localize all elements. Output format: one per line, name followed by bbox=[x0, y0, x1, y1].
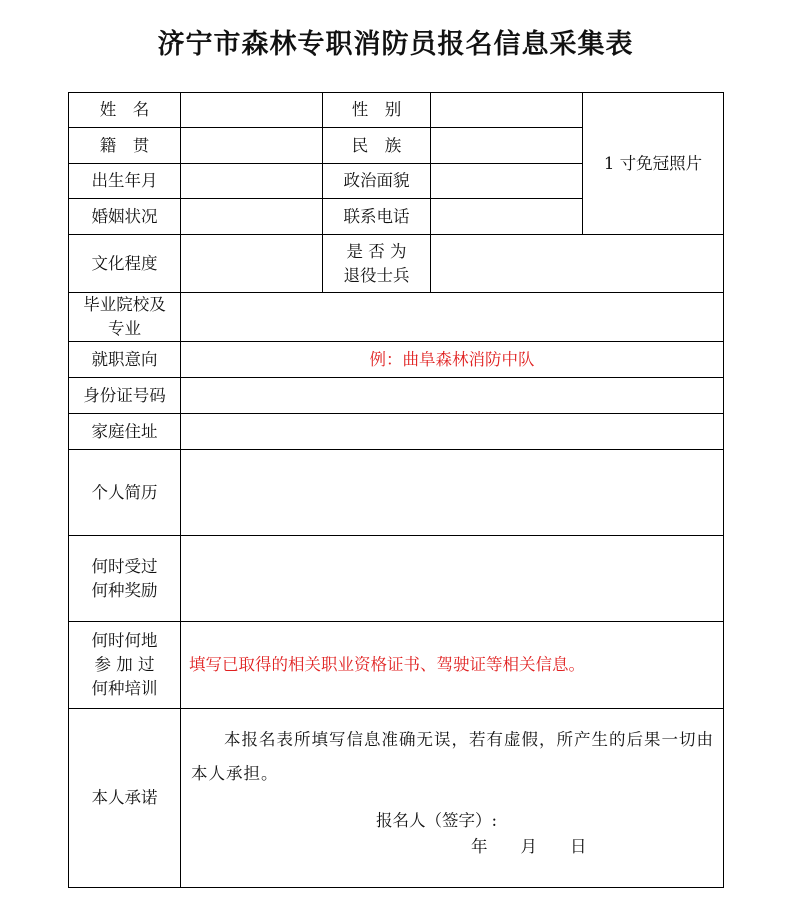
label-intention bbox=[68, 341, 181, 378]
date-line[interactable]: 年 月 日 bbox=[471, 837, 587, 856]
label-training-line1: 何时何地 bbox=[91, 631, 158, 650]
label-ethnic bbox=[322, 127, 431, 164]
label-idcard bbox=[68, 377, 181, 414]
label-phone bbox=[322, 198, 431, 235]
pledge-box bbox=[180, 708, 724, 888]
label-school-line1: 毕业院校及 bbox=[83, 295, 166, 314]
label-address bbox=[68, 413, 181, 450]
resume-field[interactable] bbox=[180, 449, 724, 536]
label-gender bbox=[322, 92, 431, 128]
label-marital bbox=[68, 198, 181, 235]
ethnic-field[interactable] bbox=[430, 127, 583, 164]
label-veteran bbox=[322, 234, 431, 293]
label-birth-text: 出生年月 bbox=[91, 171, 158, 190]
label-idcard-text: 身份证号码 bbox=[83, 385, 166, 405]
label-awards-line1: 何时受过 bbox=[91, 556, 158, 576]
label-training bbox=[68, 621, 181, 709]
marital-field[interactable] bbox=[180, 198, 323, 235]
label-training-line3: 何种培训 bbox=[91, 679, 158, 698]
school-field[interactable] bbox=[180, 292, 724, 342]
label-training-line2: 参 加 过 bbox=[94, 655, 155, 674]
intention-example: 例：曲阜森林消防中队 bbox=[369, 349, 535, 369]
photo-label: 1 寸免冠照片 bbox=[603, 153, 703, 173]
awards-field[interactable] bbox=[180, 535, 724, 622]
pledge-text: 本报名表所填写信息准确无误，若有虚假，所产生的后果一切由本人承担。 bbox=[191, 730, 714, 783]
label-political-text: 政治面貌 bbox=[343, 171, 410, 190]
phone-field[interactable] bbox=[430, 198, 583, 235]
label-resume bbox=[68, 449, 181, 536]
signature-label[interactable]: 报名人（签字）: bbox=[376, 811, 498, 830]
political-field[interactable] bbox=[430, 163, 583, 199]
address-field[interactable] bbox=[180, 413, 724, 450]
label-political bbox=[322, 163, 431, 199]
label-name-text: 姓 名 bbox=[99, 100, 150, 119]
label-native bbox=[68, 127, 181, 164]
label-education bbox=[68, 234, 181, 293]
idcard-field[interactable] bbox=[180, 377, 724, 414]
label-phone-text: 联系电话 bbox=[343, 206, 410, 226]
label-ethnic-text: 民 族 bbox=[351, 135, 402, 155]
birth-field[interactable] bbox=[180, 163, 323, 199]
label-birth bbox=[68, 163, 181, 199]
training-field[interactable] bbox=[180, 621, 724, 709]
label-school bbox=[68, 292, 181, 342]
label-address-text: 家庭住址 bbox=[91, 421, 158, 441]
intention-field[interactable] bbox=[180, 341, 724, 378]
label-education-text: 文化程度 bbox=[91, 253, 158, 273]
label-gender-text: 性 别 bbox=[351, 100, 402, 119]
label-school-line2: 专业 bbox=[108, 319, 141, 338]
label-native-text: 籍 贯 bbox=[99, 135, 150, 155]
training-hint: 填写已取得的相关职业资格证书、驾驶证等相关信息。 bbox=[189, 655, 585, 674]
gender-field[interactable] bbox=[430, 92, 583, 128]
education-field[interactable] bbox=[180, 234, 323, 293]
veteran-field[interactable] bbox=[430, 234, 724, 293]
form-title: 济宁市森林专职消防员报名信息采集表 bbox=[157, 29, 634, 60]
label-veteran-line2: 退役士兵 bbox=[343, 265, 410, 285]
label-awards-line2: 何种奖励 bbox=[91, 580, 158, 600]
label-name bbox=[68, 92, 181, 128]
label-pledge-text: 本人承诺 bbox=[91, 788, 158, 807]
photo-box[interactable] bbox=[582, 92, 724, 235]
label-intention-text: 就职意向 bbox=[91, 349, 158, 369]
native-field[interactable] bbox=[180, 127, 323, 164]
label-pledge bbox=[68, 708, 181, 888]
name-field[interactable] bbox=[180, 92, 323, 128]
label-veteran-line1: 是 否 为 bbox=[346, 241, 407, 261]
label-awards bbox=[68, 535, 181, 622]
label-resume-text: 个人简历 bbox=[91, 482, 158, 502]
label-marital-text: 婚姻状况 bbox=[91, 206, 158, 226]
